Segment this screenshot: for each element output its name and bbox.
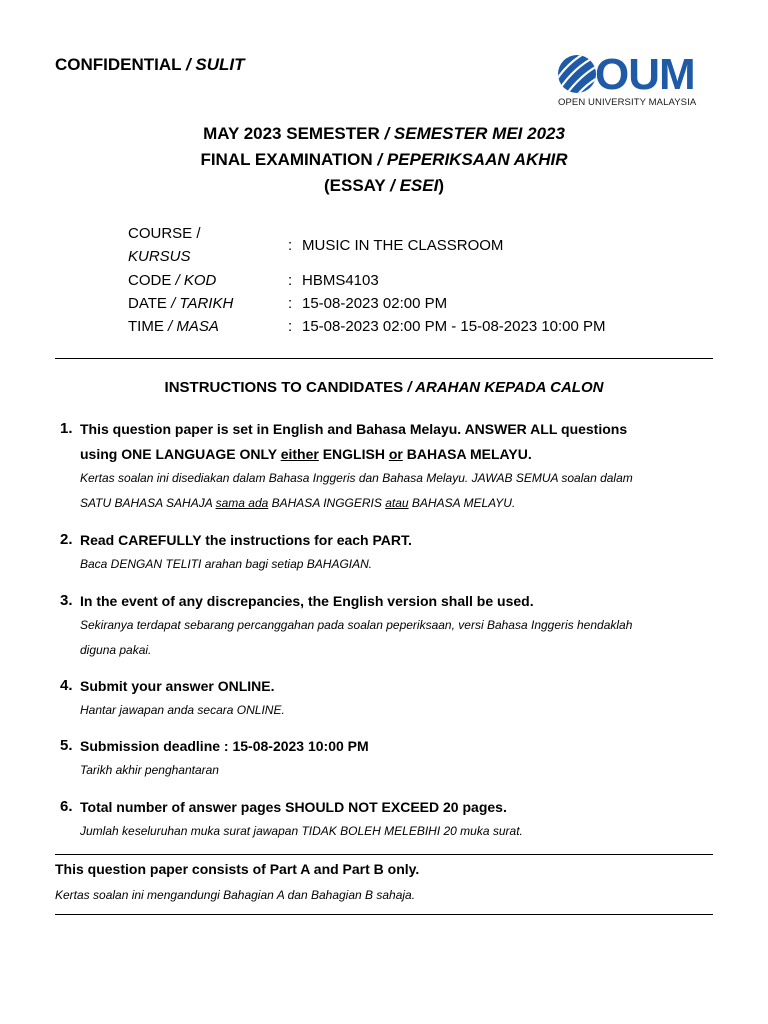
course-colon: : (288, 237, 293, 254)
date-label (128, 295, 233, 312)
code-colon: : (288, 272, 293, 289)
title-type-en: (ESSAY (323, 176, 391, 195)
item-3-ms-line-2: diguna pakai. (80, 643, 152, 657)
instructions-heading (0, 379, 768, 396)
item-1-en-line-1: This question paper is set in English and Bahasa Melayu. ANSWER ALL questions (80, 421, 628, 437)
logo-subtitle: OPEN UNIVERSITY MALAYSIA (558, 97, 697, 108)
item-1-ms-text-c: BAHASA INGGERIS (268, 496, 386, 510)
logo-text: OUM (595, 50, 695, 99)
course-label-en: COURSE / (128, 225, 201, 242)
item-1-en-line-2 (80, 446, 532, 462)
divider-top (55, 358, 713, 359)
item-1-en-or: or (388, 446, 403, 462)
confidential-ms: / SULIT (185, 55, 245, 74)
title-exam-en: FINAL EXAMINATION (200, 150, 378, 169)
title-type-ms: / ESEI (390, 176, 439, 195)
divider-footer-top (55, 854, 713, 855)
code-label-en: CODE (128, 272, 176, 289)
time-label (128, 318, 219, 335)
item-1-ms-atau: atau (385, 496, 409, 510)
code-label-ms: / KOD (175, 272, 217, 289)
footer-ms: Kertas soalan ini mengandungi Bahagian A dan Bahagian B sahaja. (55, 888, 416, 902)
divider-footer-bottom (55, 914, 713, 915)
item-1-en-text-e: BAHASA MELAYU. (402, 446, 532, 462)
title-line-1 (0, 124, 768, 144)
date-label-en: DATE (128, 295, 172, 312)
item-6-en: Total number of answer pages SHOULD NOT EXCEED 20 pages. (80, 799, 507, 815)
item-4-ms: Hantar jawapan anda secara ONLINE. (80, 703, 285, 717)
confidential-en: CONFIDENTIAL (55, 55, 182, 74)
time-label-en: TIME (128, 318, 168, 335)
title-line-3 (0, 176, 768, 196)
time-label-ms: / MASA (168, 318, 219, 335)
item-2-number: 2. (60, 531, 73, 548)
item-2-en: Read CAREFULLY the instructions for each PART. (80, 532, 412, 548)
code-value: HBMS4103 (302, 272, 379, 289)
instructions-heading-ms: / ARAHAN KEPADA CALON (407, 379, 604, 396)
title-type-close: ) (438, 176, 444, 195)
title-exam-ms: / PEPERIKSAAN AKHIR (377, 150, 568, 169)
item-1-en-either: either (280, 446, 319, 462)
item-3-number: 3. (60, 592, 73, 609)
item-1-en-text-a: using ONE LANGUAGE ONLY (80, 446, 281, 462)
time-value: 15-08-2023 02:00 PM - 15-08-2023 10:00 PM (302, 318, 606, 335)
course-label-ms: KURSUS (128, 248, 191, 265)
item-5-en: Submission deadline : 15-08-2023 10:00 PM (80, 738, 369, 754)
item-1-ms-text-e: BAHASA MELAYU. (408, 496, 516, 510)
date-colon: : (288, 295, 293, 312)
item-1-ms-line-2 (80, 496, 515, 510)
code-label (128, 272, 216, 289)
item-1-ms-line-1: Kertas soalan ini disediakan dalam Bahasa Inggeris dan Bahasa Melayu. JAWAB SEMUA soalan dalam (80, 471, 633, 485)
date-value: 15-08-2023 02:00 PM (302, 295, 448, 312)
date-label-ms: / TARIKH (171, 295, 234, 312)
item-5-number: 5. (60, 737, 73, 754)
confidential-label (55, 55, 245, 75)
item-4-en: Submit your answer ONLINE. (80, 678, 275, 694)
item-4-number: 4. (60, 677, 73, 694)
item-2-ms: Baca DENGAN TELITI arahan bagi setiap BAHAGIAN. (80, 557, 373, 571)
title-line-2 (0, 150, 768, 170)
item-6-number: 6. (60, 798, 73, 815)
course-value: MUSIC IN THE CLASSROOM (302, 237, 504, 254)
item-5-ms: Tarikh akhir penghantaran (80, 763, 219, 777)
title-semester-en: MAY 2023 SEMESTER (203, 124, 385, 143)
item-1-ms-sama-ada: sama ada (215, 496, 269, 510)
item-1-ms-text-a: SATU BAHASA SAHAJA (80, 496, 216, 510)
item-1-en-text-c: ENGLISH (318, 446, 389, 462)
title-semester-ms: / SEMESTER MEI 2023 (384, 124, 565, 143)
item-3-en: In the event of any discrepancies, the English version shall be used. (80, 593, 534, 609)
footer-en: This question paper consists of Part A and Part B only. (55, 861, 420, 877)
item-6-ms: Jumlah keseluruhan muka surat jawapan TIDAK BOLEH MELEBIHI 20 muka surat. (80, 824, 523, 838)
instructions-heading-en: INSTRUCTIONS TO CANDIDATES (164, 379, 408, 396)
time-colon: : (288, 318, 293, 335)
item-3-ms-line-1: Sekiranya terdapat sebarang percanggahan pada soalan peperiksaan, versi Bahasa Inggeris hendaklah (80, 618, 633, 632)
item-1-number: 1. (60, 420, 73, 437)
